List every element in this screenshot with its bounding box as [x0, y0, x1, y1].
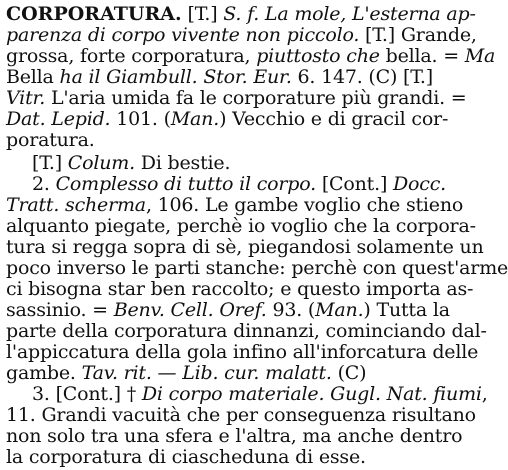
entry-text-run: [T.] Grande, [359, 24, 477, 46]
entry-text-run: Tratt. scherma [6, 194, 146, 216]
entry-text-run: la corporatura di ciascheduna di esse. [6, 446, 366, 468]
entry-text-run: Vitr. [6, 87, 46, 109]
entry-text-run: 6. 147. (C) [T.] [291, 66, 433, 88]
entry-text-run: grossa, forte corporatura, [6, 45, 257, 67]
entry-text-run: poco inverso le parti stanche: perchè con quest'arme [6, 257, 508, 279]
entry-text-run: alquanto piegate, perchè io voglio che la corpora- [6, 215, 476, 237]
entry-text-run: Dat. Lepid. [6, 108, 111, 130]
entry-text-run: gambe. [6, 362, 82, 384]
entry-text-run: S. f. La mole, L'esterna ap- [223, 3, 476, 25]
entry-text-run: [T.] [181, 3, 224, 25]
entry-text-run: Ma [464, 45, 496, 67]
entry-text-run: Man. [170, 108, 220, 130]
entry-text-run: (C) [331, 362, 367, 384]
entry-text-run: Docc. [393, 173, 446, 195]
entry-text-run: Benv. Cell. Oref. [113, 299, 267, 321]
entry-text-run: Bella [6, 66, 60, 88]
entry-text-run: , [481, 383, 488, 405]
entry-text-run: 3. [Cont.] † [32, 383, 142, 405]
entry-text-run: ) Vecchio e di gracil cor- [219, 108, 449, 130]
entry-text-run: Colum. [67, 152, 135, 174]
entry-text-run: Tav. rit. — Lib. cur. malatt. [81, 362, 332, 384]
entry-text-run: Complesso di tutto il corpo. [55, 173, 316, 195]
entry-text-run: tura si regga sopra di sè, piegandosi solamente un [6, 236, 484, 258]
entry-line [6, 128, 470, 153]
entry-text-run: [T.] [32, 152, 68, 174]
entry-text-run: CORPORATURA. [6, 3, 182, 25]
entry-text-run: ci bisogna star ben raccolto; e questo importa as- [6, 278, 474, 300]
entry-text-run: Man. [315, 299, 364, 321]
entry-text-run: parenza di corpo vivente non piccolo. [6, 24, 360, 46]
entry-text-run: [Cont.] [316, 173, 393, 195]
entry-text-run: ha il Giambull. Stor. Eur. [59, 66, 292, 88]
entry-text-run: sassinio. = [6, 299, 114, 321]
entry-text-run: Di corpo materiale. Gugl. Nat. fiumi [141, 383, 482, 405]
entry-text-run: 2. [32, 173, 56, 195]
entry-text-run: non solo tra una sfera e l'altra, ma anche dentro [6, 425, 463, 447]
entry-text-run: poratura. [6, 129, 95, 151]
entry-text-run: L'aria umida fa le corporature più grandi. = [45, 87, 467, 109]
entry-text-run: , 106. Le gambe voglio che stieno [145, 194, 464, 216]
entry-text-run: parte della corporatura dinnanzi, cominciando dal- [6, 320, 487, 342]
entry-text-run: l'appiccatura della gola infino all'inforcatura delle [6, 341, 479, 363]
entry-text-run: piuttosto che [256, 45, 380, 67]
entry-line [6, 445, 470, 470]
entry-text-run: ) Tutta la [363, 299, 450, 321]
entry-text-run: Di bestie. [134, 152, 231, 174]
entry-text-run: 101. ( [110, 108, 171, 130]
entry-text-run: 11. Grandi vacuità che per conseguenza risultano [6, 404, 476, 426]
entry-text-run: 93. ( [266, 299, 316, 321]
entry-text-run: bella. = [379, 45, 465, 67]
